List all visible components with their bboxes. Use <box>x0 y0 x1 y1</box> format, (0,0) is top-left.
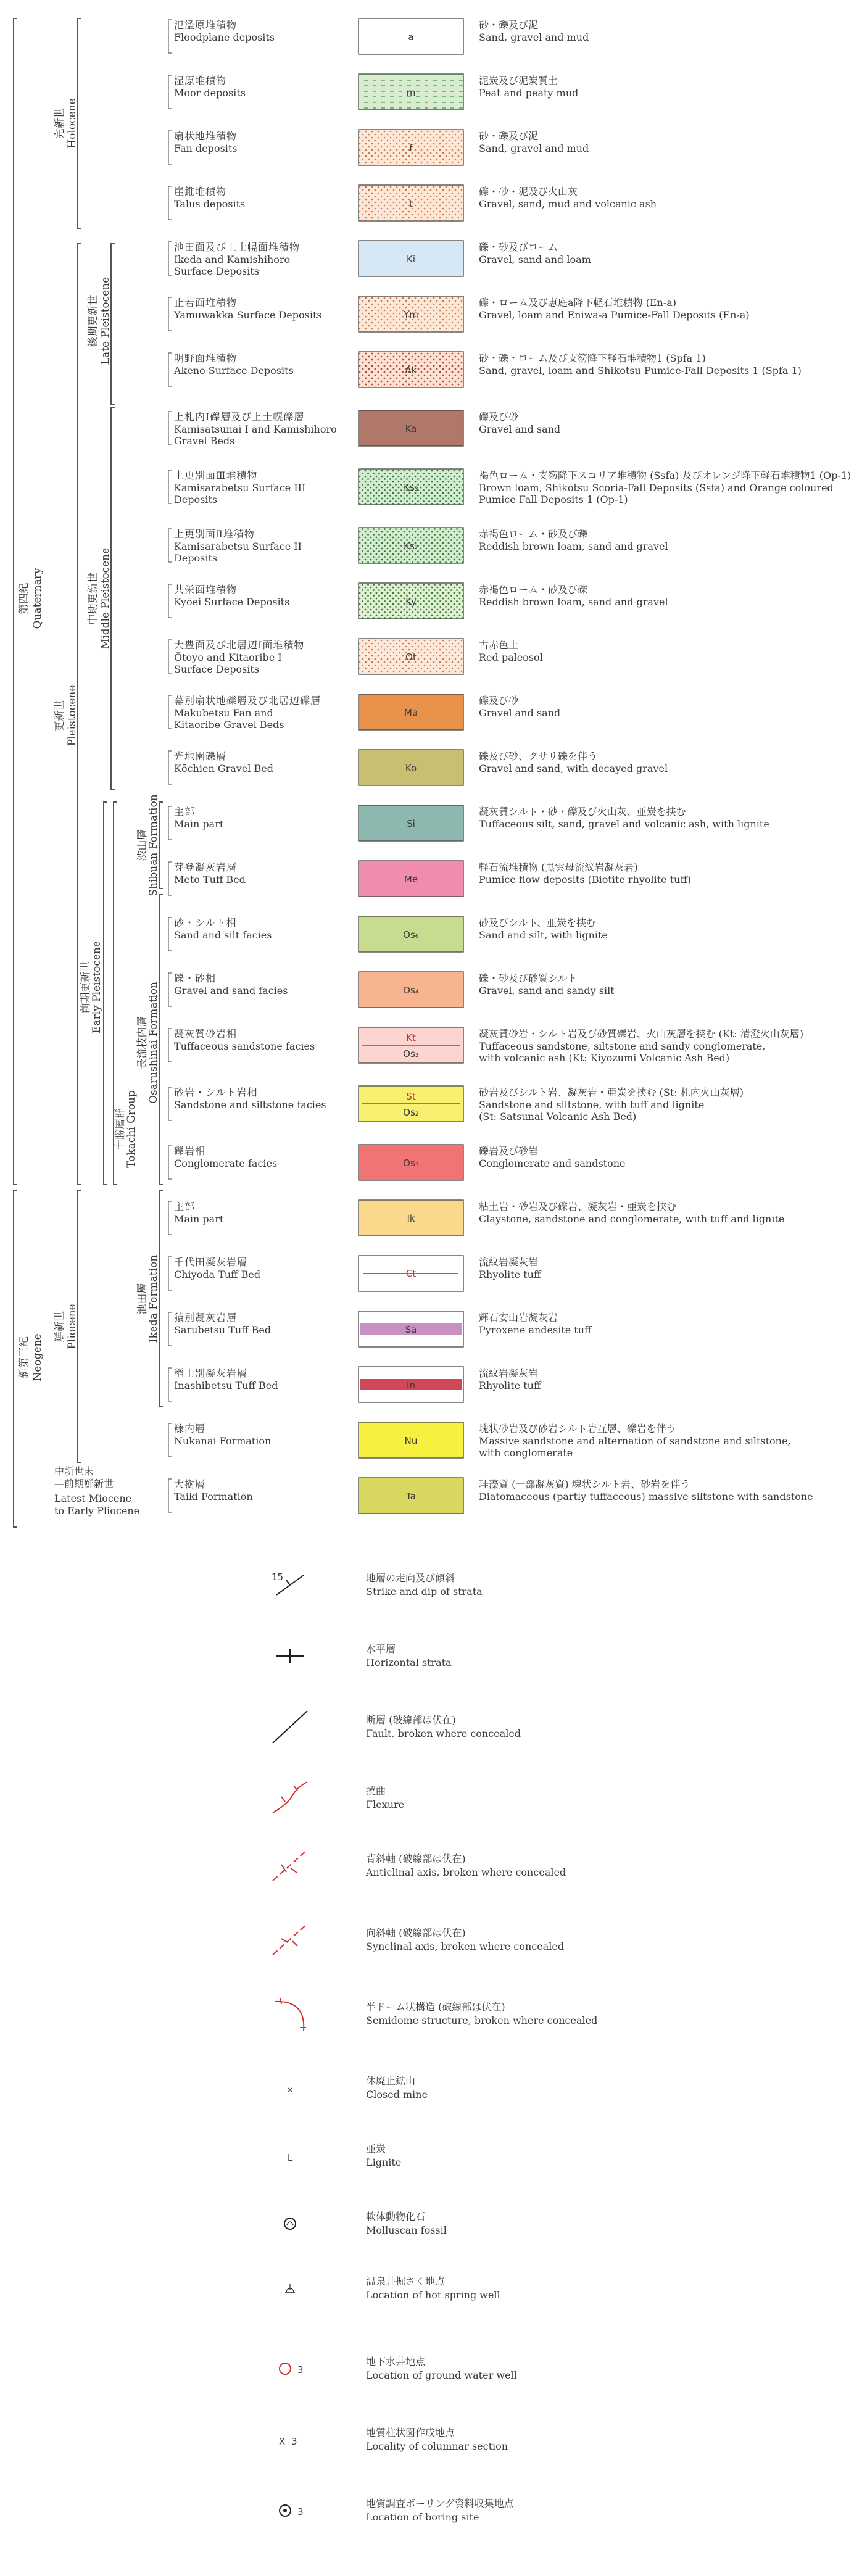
unit-name-ja: 主部 <box>174 806 196 818</box>
unit-name-ja: 芽登凝灰岩層 <box>174 861 238 873</box>
miocene-en: to Early Pliocene <box>54 1505 140 1517</box>
unit-row <box>168 130 589 165</box>
map-symbols <box>272 1572 597 2523</box>
boring-number: 3 <box>297 2506 304 2517</box>
unit-lithology-en: Sand, gravel and mud <box>479 31 589 43</box>
unit-symbol: Ko <box>405 763 417 774</box>
symbol-label-ja: 断層 (破線部は伏在) <box>366 1714 456 1726</box>
unit-lithology-ja: 礫・ローム及び恵庭a降下軽石堆積物 (En-a) <box>479 297 677 309</box>
miocene-en: Latest Miocene <box>54 1493 132 1504</box>
unit-row <box>168 1478 813 1514</box>
osarushinai-formation-en: Osarushinai Formation <box>147 982 160 1104</box>
unit-lithology-ja: 流紋岩凝灰岩 <box>479 1256 539 1268</box>
unit-row <box>168 241 591 277</box>
unit-name-ja: 上更別面Ⅱ堆積物 <box>174 528 255 540</box>
unit-name-en: Akeno Surface Deposits <box>174 365 294 376</box>
unit-lithology-ja: 礫岩及び砂岩 <box>479 1145 539 1157</box>
symbol-row <box>280 2498 515 2523</box>
unit-name-ja: 大豊面及び北居辺Ⅰ面堆積物 <box>174 639 305 651</box>
miocene-ja: —前期鮮新世 <box>54 1478 114 1489</box>
unit-lithology-ja: 珪藻質 (一部凝灰質) 塊状シルト岩、砂岩を伴う <box>479 1478 690 1490</box>
unit-symbol: Ot <box>405 652 417 663</box>
unit-symbol: Ym <box>404 309 418 320</box>
unit-name-en: Floodplane deposits <box>174 31 275 43</box>
unit-name-en: Ikeda and Kamishihoro <box>174 254 291 265</box>
symbol-label-en: Strike and dip of strata <box>366 1586 483 1597</box>
unit-lithology-en: Sand and silt, with lignite <box>479 929 608 941</box>
unit-symbol: Ak <box>405 365 417 376</box>
mine-icon <box>286 2084 294 2095</box>
horizontal-icon <box>276 1649 304 1663</box>
symbol-row <box>272 1572 483 1597</box>
unit-name-en: Inashibetsu Tuff Bed <box>174 1380 278 1391</box>
unit-name-en: Nukanai Formation <box>174 1435 272 1447</box>
unit-name-en: Gravel and sand facies <box>174 985 288 996</box>
unit-symbol: Ta <box>406 1491 416 1502</box>
unit-symbol: Ki <box>406 254 416 265</box>
unit-lithology-ja: 礫・砂・泥及び火山灰 <box>479 186 578 197</box>
unit-name-en: Moor deposits <box>174 87 246 99</box>
unit-name-ja: 礫岩相 <box>174 1145 206 1157</box>
unit-lithology-ja: 粘土岩・砂岩及び礫岩、凝灰岩・亜炭を挟む <box>479 1201 677 1212</box>
unit-name-ja: 礫・砂相 <box>174 972 217 984</box>
middle-pleistocene-ja: 中期更新世 <box>87 572 99 625</box>
unit-lithology-ja: 褐色ローム・支笏降下スコリア堆積物 (Ssfa) 及びオレンジ降下軽石堆積物1 (Op-1) <box>479 470 852 481</box>
tokachi-group-en: Tokachi Group <box>125 1090 138 1168</box>
unit-lithology-ja: 砂・礫及び泥 <box>479 19 539 31</box>
symbol-row <box>276 1643 452 1668</box>
unit-name-ja: 明野面堆積物 <box>174 352 238 364</box>
unit-symbol: a <box>408 31 414 43</box>
unit-symbol: t <box>409 198 413 209</box>
unit-lithology-ja: 礫・砂及びローム <box>479 241 558 253</box>
unit-lithology-en: Gravel, loam and Eniwa-a Pumice-Fall Deposits (En-a) <box>479 309 750 321</box>
unit-name-en: Deposits <box>174 552 218 564</box>
unit-symbol: Sa <box>405 1324 417 1335</box>
unit-lithology-en: Gravel and sand, with decayed gravel <box>479 763 668 774</box>
boring-icon <box>280 2505 304 2517</box>
unit-lithology-en: Gravel, sand, mud and volcanic ash <box>479 198 657 210</box>
unit-lithology-en: Pyroxene andesite tuff <box>479 1324 592 1336</box>
quaternary-ja: 第四紀 <box>18 582 30 615</box>
unit-lithology-ja: 礫及び砂 <box>479 411 519 423</box>
unit-row <box>168 296 750 332</box>
unit-name-en: Main part <box>174 1213 224 1225</box>
unit-name-ja: 主部 <box>174 1201 196 1212</box>
unit-lithology-en: Reddish brown loam, sand and gravel <box>479 596 668 608</box>
symbol-label-en: Anticlinal axis, broken where concealed <box>366 1866 566 1878</box>
symbol-label-ja: 温泉井掘さく地点 <box>366 2276 446 2287</box>
unit-lithology-en: Pumice flow deposits (Biotite rhyolite tuff) <box>479 874 692 885</box>
unit-name-en: Ōtoyo and Kitaoribe I <box>174 652 282 663</box>
symbol-label-ja: 軟体動物化石 <box>366 2211 426 2222</box>
symbol-label-ja: 背斜軸 (破線部は伏在) <box>366 1853 466 1865</box>
unit-name-ja: 氾濫原堆積物 <box>174 19 238 31</box>
symbol-label-en: Fault, broken where concealed <box>366 1728 521 1739</box>
symbol-row <box>273 1711 521 1743</box>
shibun-formation-en: Shibuan Formation <box>147 794 160 897</box>
unit-name-en: Surface Deposits <box>174 663 260 675</box>
unit-lithology-ja: 砂岩及びシルト岩、凝灰岩・亜炭を挟む (St: 札内火山灰層) <box>479 1087 744 1098</box>
symbol-label-ja: 地層の走向及び傾斜 <box>366 1572 455 1584</box>
unit-symbol: Ik <box>407 1213 415 1224</box>
unit-name-en: Main part <box>174 818 224 830</box>
groundwater-icon <box>280 2363 304 2375</box>
unit-row <box>168 972 615 1008</box>
symbol-row <box>275 1998 597 2031</box>
unit-name-ja: 千代田凝灰岩層 <box>174 1256 248 1268</box>
lignite-icon <box>288 2152 293 2163</box>
symbol-label-ja: 地下水井地点 <box>366 2356 426 2367</box>
unit-lithology-en: with volcanic ash (Kt: Kiyozumi Volcanic Ash Bed) <box>479 1052 730 1064</box>
hotspring-icon <box>285 2284 295 2292</box>
symbol-label-en: Synclinal axis, broken where concealed <box>366 1940 565 1952</box>
unit-row <box>168 916 608 952</box>
unit-lithology-en: Claystone, sandstone and conglomerate, with tuff and lignite <box>479 1213 785 1225</box>
symbol-row <box>279 2427 508 2452</box>
unit-name-ja: 幕別扇状地礫層及び北居辺礫層 <box>174 695 321 706</box>
unit-name-ja: 光地園礫層 <box>174 750 227 762</box>
unit-lithology-ja: 凝灰質砂岩・シルト岩及び砂質礫岩、火山灰層を挟む (Kt: 清澄火山灰層) <box>479 1028 804 1040</box>
unit-row <box>168 1311 592 1347</box>
unit-name-en: Gravel Beds <box>174 435 235 447</box>
ikeda-formation-en: Ikeda Formation <box>147 1254 160 1343</box>
unit-rows <box>168 19 851 1514</box>
unit-row <box>168 750 668 785</box>
unit-lithology-ja: 塊状砂岩及び砂岩シルト岩互層、礫岩を伴う <box>479 1423 676 1435</box>
symbol-label-ja: 休廃止鉱山 <box>366 2075 416 2087</box>
unit-lithology-en: Gravel, sand and loam <box>479 254 591 265</box>
unit-symbol: Os₂ <box>403 1107 419 1118</box>
unit-symbol: Ky <box>405 596 417 607</box>
unit-name-en: Sandstone and siltstone facies <box>174 1099 326 1111</box>
unit-symbol: Si <box>407 818 415 829</box>
lignite-glyph: L <box>287 2152 293 2163</box>
unit-name-ja: 大樹層 <box>174 1478 206 1490</box>
unit-symbol: Ks₃ <box>404 482 418 493</box>
symbol-row <box>286 2075 428 2100</box>
late-pleistocene-en: Late Pleistocene <box>99 276 112 365</box>
unit-lithology-en: Rhyolite tuff <box>479 1269 541 1280</box>
symbol-row <box>273 1782 404 1813</box>
unit-lithology-ja: 凝灰質シルト・砂・礫及び火山灰、亜炭を挟む <box>479 806 686 818</box>
unit-lithology-ja: 礫及び砂、クサリ礫を伴う <box>479 750 598 762</box>
unit-lithology-en: (St: Satsunai Volcanic Ash Bed) <box>479 1111 637 1122</box>
unit-symbol: Ka <box>405 423 417 434</box>
unit-symbol: f <box>409 143 413 154</box>
unit-name-ja: 猿別凝灰岩層 <box>174 1312 238 1323</box>
unit-lithology-en: with conglomerate <box>479 1447 573 1459</box>
unit-symbol: Nu <box>404 1435 418 1446</box>
unit-lithology-en: Gravel and sand <box>479 423 561 435</box>
symbol-row <box>273 1850 566 1881</box>
unit-name-en: Tuffaceous sandstone facies <box>174 1040 315 1052</box>
unit-lithology-en: Rhyolite tuff <box>479 1380 541 1391</box>
unit-row <box>168 583 668 619</box>
middle-pleistocene-en: Middle Pleistocene <box>99 547 112 650</box>
unit-lithology-en: Diatomaceous (partly tuffaceous) massive siltstone with sandstone <box>479 1491 813 1502</box>
unit-row <box>168 469 851 505</box>
flexure-icon <box>273 1782 307 1813</box>
unit-sub-symbol: Kt <box>406 1032 416 1043</box>
unit-symbol: Me <box>404 874 418 885</box>
unit-lithology-ja: 赤褐色ローム・砂及び礫 <box>479 584 588 595</box>
unit-row <box>168 185 657 221</box>
late-pleistocene-ja: 後期更新世 <box>87 294 99 347</box>
syncline-icon <box>273 1924 307 1955</box>
unit-symbol: Os₆ <box>403 929 419 940</box>
unit-lithology-en: Gravel and sand <box>479 707 561 719</box>
unit-lithology-en: Sandstone and siltstone, with tuff and lignite <box>479 1099 705 1111</box>
symbol-label-ja: 亜炭 <box>366 2143 386 2155</box>
symbol-label-en: Location of ground water well <box>366 2369 517 2381</box>
unit-symbol: Ks₂ <box>404 540 418 552</box>
unit-lithology-en: Tuffaceous sandstone, siltstone and sandy conglomerate, <box>479 1040 766 1052</box>
unit-row <box>168 1256 542 1291</box>
unit-row <box>168 410 560 447</box>
unit-name-ja: 上札内I礫層及び上士幌礫層 <box>174 411 305 423</box>
unit-name-ja: 扇状地堆積物 <box>174 130 238 142</box>
holocene-en: Holocene <box>66 98 78 149</box>
neogene-en: Neogene <box>31 1333 44 1381</box>
unit-row <box>168 1422 791 1459</box>
unit-name-ja: 止若面堆積物 <box>174 297 238 309</box>
tokachi-group-ja: 十勝層群 <box>114 1108 126 1150</box>
shibun-formation-ja: 渋山層 <box>136 829 149 861</box>
unit-lithology-ja: 砂・礫及び泥 <box>479 130 539 142</box>
unit-name-en: Chiyoda Tuff Bed <box>174 1269 261 1280</box>
unit-name-en: Kōchien Gravel Bed <box>174 763 273 774</box>
unit-name-ja: 凝灰質砂岩相 <box>174 1028 238 1040</box>
unit-name-en: Sarubetsu Tuff Bed <box>174 1324 272 1336</box>
unit-symbol: In <box>407 1380 415 1391</box>
unit-name-en: Kamisarabetsu Surface III <box>174 482 306 494</box>
symbol-label-ja: 向斜軸 (破線部は伏在) <box>366 1927 466 1939</box>
unit-symbol: Os₁ <box>403 1158 419 1169</box>
unit-name-en: Meto Tuff Bed <box>174 874 246 885</box>
unit-lithology-en: Gravel, sand and sandy silt <box>479 985 615 996</box>
fossil-icon <box>284 2218 296 2229</box>
unit-name-ja: 崖錐堆積物 <box>174 186 227 197</box>
unit-symbol: m <box>406 87 416 98</box>
unit-lithology-ja: 流紋岩凝灰岩 <box>479 1367 539 1379</box>
unit-symbol: Os₄ <box>403 985 419 996</box>
unit-row <box>168 805 769 841</box>
column-number: 3 <box>291 2436 297 2447</box>
unit-row <box>168 352 802 387</box>
unit-name-en: Kyōei Surface Deposits <box>174 596 290 608</box>
unit-name-ja: 砂・シルト相 <box>174 917 237 929</box>
unit-symbol: Ct <box>405 1268 417 1279</box>
symbol-row <box>280 2356 517 2381</box>
mine-glyph: × <box>286 2084 294 2095</box>
unit-row <box>168 1027 803 1064</box>
unit-name-en: Deposits <box>174 494 218 505</box>
symbol-label-en: Semidome structure, broken where concealed <box>366 2015 598 2026</box>
unit-name-ja: 稲士別凝灰岩層 <box>174 1367 248 1379</box>
unit-row <box>168 1145 626 1180</box>
unit-lithology-en: Sand, gravel, loam and Shikotsu Pumice-Fall Deposits 1 (Spfa 1) <box>479 365 802 376</box>
unit-name-en: Yamuwakka Surface Deposits <box>174 309 322 321</box>
symbol-label-en: Location of boring site <box>366 2511 479 2523</box>
unit-lithology-en: Pumice Fall Deposits 1 (Op-1) <box>479 494 628 505</box>
symbol-label-en: Horizontal strata <box>366 1657 452 1668</box>
unit-name-en: Kitaoribe Gravel Beds <box>174 719 284 731</box>
symbol-label-ja: 地質柱状図作成地点 <box>366 2427 455 2438</box>
unit-name-ja: 上更別面Ⅲ堆積物 <box>174 470 258 481</box>
symbol-label-en: Lignite <box>366 2156 402 2168</box>
unit-row <box>168 1367 542 1402</box>
unit-row <box>168 639 543 675</box>
dip-value: 15 <box>272 1572 284 1583</box>
holocene-ja: 完新世 <box>54 107 66 139</box>
symbol-row <box>284 2211 447 2236</box>
unit-lithology-en: Red paleosol <box>479 652 543 663</box>
osarushinai-formation-ja: 長流枝内層 <box>136 1016 149 1069</box>
symbol-label-en: Locality of columnar section <box>366 2440 508 2452</box>
column-glyph: X <box>279 2436 286 2447</box>
unit-lithology-ja: 泥炭及び泥炭質土 <box>479 75 558 86</box>
symbol-label-ja: 半ドーム状構造 (破線部は伏在) <box>366 2001 505 2013</box>
unit-name-ja: 糠内層 <box>174 1423 206 1435</box>
column-icon <box>279 2436 297 2447</box>
unit-name-en: Kamisatsunai I and Kamishihoro <box>174 423 337 435</box>
unit-lithology-ja: 砂及びシルト、亜炭を挟む <box>479 917 597 929</box>
unit-lithology-en: Reddish brown loam, sand and gravel <box>479 540 668 552</box>
unit-lithology-ja: 礫及び砂 <box>479 695 519 706</box>
unit-name-ja: 湿原堆積物 <box>174 75 227 86</box>
unit-row <box>168 74 578 110</box>
unit-name-en: Kamisarabetsu Surface II <box>174 540 302 552</box>
unit-name-en: Surface Deposits <box>174 265 260 277</box>
symbol-row <box>288 2143 401 2168</box>
unit-row <box>168 19 589 54</box>
pliocene-en: Pliocene <box>66 1304 78 1349</box>
unit-symbol: Os₃ <box>403 1048 419 1059</box>
early-pleistocene-en: Early Pleistocene <box>91 941 103 1033</box>
neogene-ja: 新第三紀 <box>18 1336 30 1378</box>
unit-name-ja: 池田面及び上士幌面堆積物 <box>174 241 301 253</box>
unit-row <box>168 694 560 731</box>
symbol-row <box>285 2276 500 2301</box>
pleistocene-ja: 更新世 <box>54 700 66 732</box>
unit-row <box>168 528 668 564</box>
unit-lithology-en: Tuffaceous silt, sand, gravel and volcanic ash, with lignite <box>479 818 769 830</box>
unit-name-en: Sand and silt facies <box>174 929 272 941</box>
early-pleistocene-ja: 前期更新世 <box>80 961 92 1014</box>
unit-name-en: Fan deposits <box>174 143 238 154</box>
unit-lithology-ja: 古赤色土 <box>479 639 519 651</box>
unit-lithology-ja: 軽石流堆積物 (黒雲母流紋岩凝灰岩) <box>479 861 638 873</box>
unit-lithology-ja: 赤褐色ローム・砂及び礫 <box>479 528 588 540</box>
anticline-icon <box>273 1850 307 1881</box>
pliocene-ja: 鮮新世 <box>54 1311 66 1343</box>
unit-name-ja: 砂岩・シルト岩相 <box>174 1087 258 1098</box>
unit-lithology-en: Conglomerate and sandstone <box>479 1158 626 1169</box>
unit-lithology-en: Massive sandstone and alternation of sandstone and siltstone, <box>479 1435 791 1447</box>
unit-name-en: Makubetsu Fan and <box>174 707 273 719</box>
unit-name-en: Conglomerate facies <box>174 1158 278 1169</box>
fault-icon <box>273 1711 307 1743</box>
unit-lithology-ja: 砂・礫・ローム及び支笏降下軽石堆積物1 (Spfa 1) <box>479 352 706 364</box>
symbol-label-ja: 撓曲 <box>366 1785 386 1797</box>
strike-dip-icon <box>272 1572 304 1595</box>
unit-row <box>168 1086 744 1122</box>
symbol-label-ja: 地質調査ボーリング資料収集地点 <box>366 2498 514 2509</box>
unit-name-ja: 共栄面堆積物 <box>174 584 238 595</box>
symbol-label-en: Closed mine <box>366 2089 428 2100</box>
unit-lithology-en: Sand, gravel and mud <box>479 143 589 154</box>
unit-lithology-ja: 礫・砂及び砂質シルト <box>479 972 578 984</box>
symbol-label-en: Molluscan fossil <box>366 2224 447 2236</box>
division-labels <box>18 98 160 1517</box>
unit-lithology-en: Brown loam, Shikotsu Scoria-Fall Deposits (Ssfa) and Orange coloured <box>479 482 834 494</box>
unit-row <box>168 861 691 897</box>
semidome-icon <box>275 1998 306 2031</box>
well-number: 3 <box>297 2364 304 2375</box>
symbol-label-ja: 水平層 <box>366 1643 396 1655</box>
unit-sub-symbol: St <box>406 1091 416 1102</box>
ikeda-formation-ja: 池田層 <box>136 1283 149 1315</box>
unit-row <box>168 1200 784 1236</box>
symbol-label-en: Location of hot spring well <box>366 2289 500 2301</box>
quaternary-en: Quaternary <box>31 568 44 629</box>
unit-name-en: Talus deposits <box>174 198 246 210</box>
symbol-row <box>273 1924 564 1955</box>
unit-lithology-ja: 輝石安山岩凝灰岩 <box>479 1312 558 1323</box>
miocene-ja: 中新世末 <box>54 1465 94 1477</box>
symbol-label-en: Flexure <box>366 1799 405 1810</box>
unit-name-en: Taiki Formation <box>174 1491 253 1502</box>
unit-symbol: Ma <box>404 707 418 718</box>
pleistocene-en: Pleistocene <box>66 685 78 747</box>
unit-lithology-en: Peat and peaty mud <box>479 87 579 99</box>
